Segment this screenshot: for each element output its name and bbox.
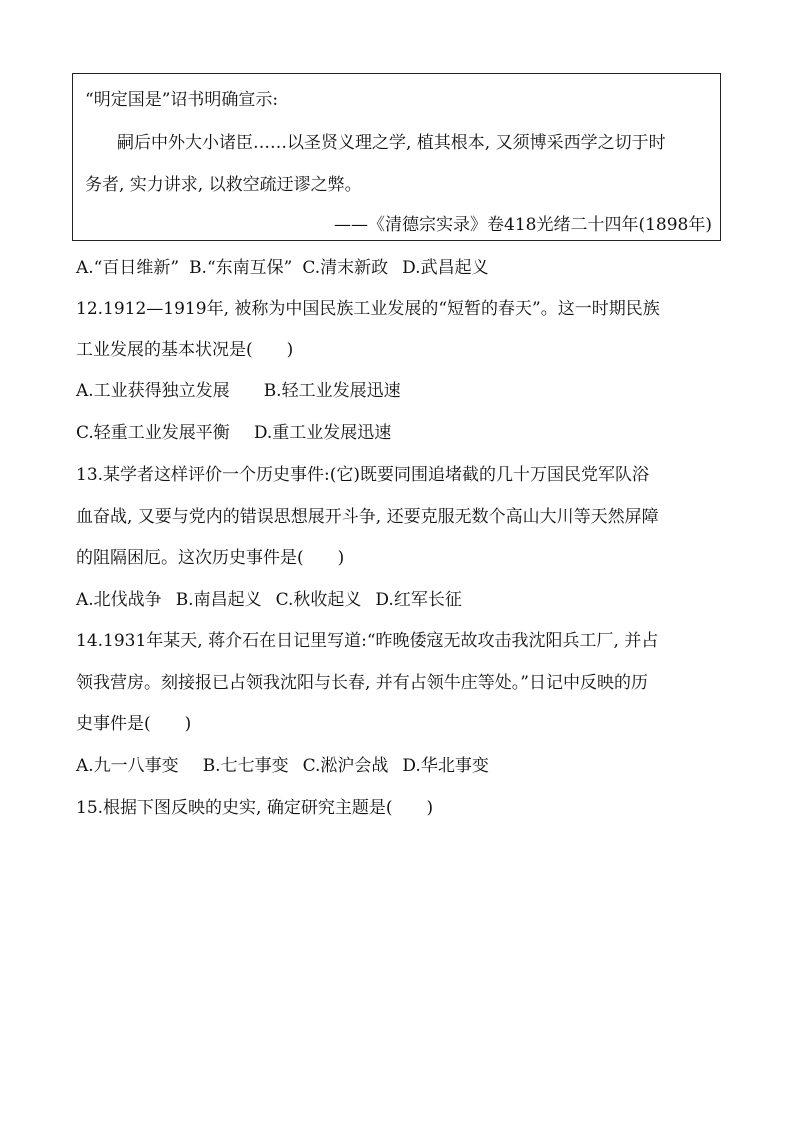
- q13-option-c[interactable]: C.秋收起义: [275, 590, 362, 610]
- q13-stem-line-1: 13.某学者这样评价一个历史事件:(它)既要同围追堵截的几十万国民党军队浴: [76, 465, 650, 485]
- q12-stem-line-2: 工业发展的基本状况是( ): [76, 340, 294, 360]
- q14-option-a[interactable]: A.九一八事变: [76, 756, 179, 776]
- q13-stem-line-3: 的阻隔困厄。这次历史事件是( ): [76, 548, 345, 568]
- q13-option-a[interactable]: A.北伐战争: [76, 590, 162, 610]
- q11-option-b[interactable]: B.“东南互保”: [189, 258, 293, 278]
- q12-option-a[interactable]: A.工业获得独立发展: [76, 381, 230, 401]
- q13-option-d[interactable]: D.红军长征: [375, 590, 462, 610]
- quote-heading: “明定国是”诏书明确宣示:: [85, 90, 279, 110]
- q14-stem-line-2: 领我营房。刻接报已占领我沈阳与长春, 并有占领牛庄等处。”日记中反映的历: [76, 673, 648, 693]
- q11-options: [76, 258, 489, 278]
- quote-box: [72, 73, 721, 241]
- q11-option-a[interactable]: A.“百日维新”: [76, 258, 180, 278]
- q14-option-c[interactable]: C.淞沪会战: [302, 756, 389, 776]
- q14-option-d[interactable]: D.华北事变: [402, 756, 489, 776]
- q12-option-d[interactable]: D.重工业发展迅速: [253, 423, 392, 443]
- q14-stem-line-1: 14.1931年某天, 蒋介石在日记里写道:“昨晚倭寇无故攻击我沈阳兵工厂, 并占: [76, 631, 659, 651]
- q15-stem-line-1: 15.根据下图反映的史实, 确定研究主题是( ): [76, 798, 434, 818]
- q12-stem-line-1: 12.1912—1919年, 被称为中国民族工业发展的“短暂的春天”。这一时期民族: [76, 299, 660, 319]
- quote-source: ——《清德宗实录》卷418光绪二十四年(1898年): [334, 215, 712, 235]
- q12-options-row-2: [76, 423, 391, 443]
- q13-options: [76, 590, 462, 610]
- q13-stem-line-2: 血奋战, 又要与党内的错误思想展开斗争, 还要克服无数个高山大川等天然屏障: [76, 507, 659, 527]
- quote-body-line-2: 务者, 实力讲求, 以救空疏迂谬之弊。: [85, 175, 362, 195]
- quote-body-line-1: 嗣后中外大小诸臣……以圣贤义理之学, 植其根本, 又须博采西学之切于时: [117, 133, 666, 153]
- q12-options-row-1: [76, 381, 401, 401]
- q14-option-b[interactable]: B.七七事变: [202, 756, 289, 776]
- q13-option-b[interactable]: B.南昌起义: [175, 590, 262, 610]
- q14-stem-line-3: 史事件是( ): [76, 714, 192, 734]
- q12-option-b[interactable]: B.轻工业发展迅速: [263, 381, 401, 401]
- q12-option-c[interactable]: C.轻重工业发展平衡: [76, 423, 230, 443]
- q11-option-c[interactable]: C.清末新政: [302, 258, 389, 278]
- q14-options: [76, 756, 489, 776]
- q11-option-d[interactable]: D.武昌起义: [402, 258, 489, 278]
